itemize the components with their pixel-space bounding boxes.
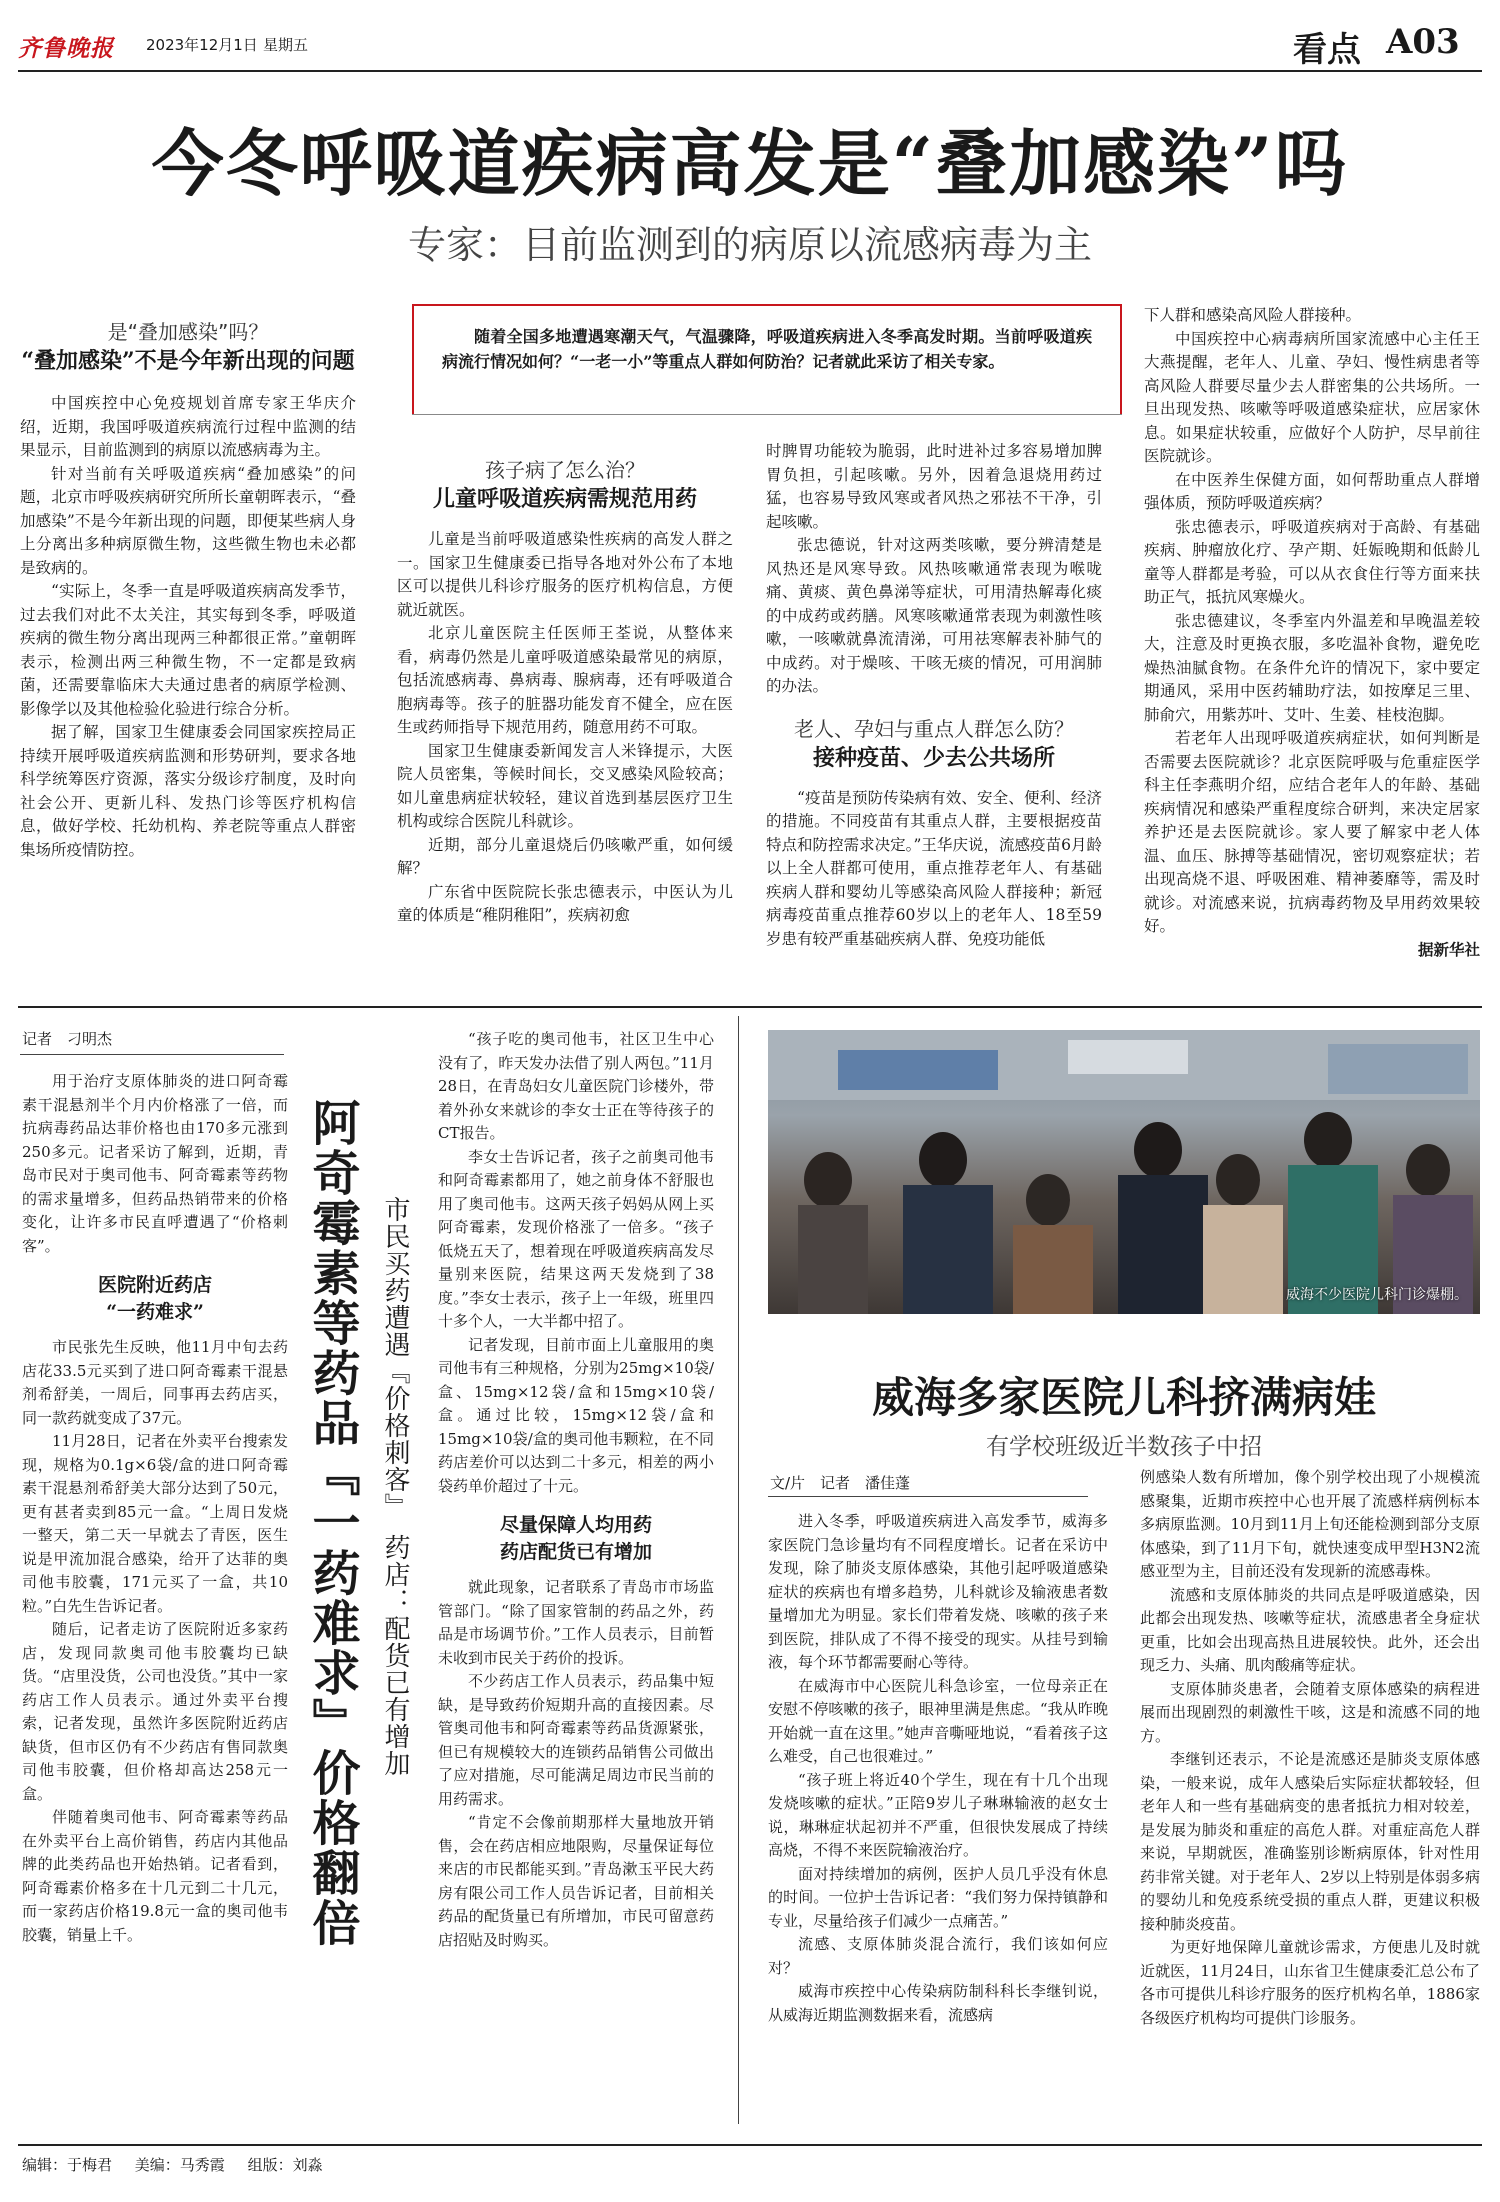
paragraph: 针对当前有关呼吸道疾病“叠加感染”的问题，北京市呼吸疾病研究所所长童朝晖表示，“叠加感染”不是今年新出现的问题，即便某些病人身上分离出多种病原微生物，这些微生物也未必都是致病的。 [20,464,356,577]
section-question: 是“叠加感染”吗？ [107,320,269,344]
paragraph: 就此现象，记者联系了青岛市市场监管部门。“除了国家管制的药品之外，药品是市场调节价。”工作人员表示，目前暂未收到市民关于药价的投诉。 [438,1578,714,1667]
footer-layout: 组版：刘淼 [247,2156,323,2174]
section-name: 看点 [1293,30,1361,70]
section-question: 孩子病了怎么治？ [485,458,645,482]
paragraph: 11月28日，记者在外卖平台搜索发现，规格为0.1g×6袋/盒的进口阿奇霉素干混悬剂希舒美大部分达到了50元，更有甚者卖到85元一盒。“上周日发烧一整天，第二天一早就去了青医，医生说是甲流加混合感染，给开了达菲的奥司他韦胶囊，171元买了一盒，共10粒。”白先生告诉记者。 [22,1432,288,1615]
section-heading: “叠加感染”不是今年新出现的问题 [21,348,355,374]
paragraph: “疫苗是预防传染病有效、安全、便利、经济的措施。不同疫苗有其重点人群，主要根据疫苗特点和防控需求决定。”王华庆说，流感疫苗6月龄以上全人群都可使用，重点推荐老年人、有基础疾病人群和婴幼儿等感染高风险人群接种；新冠病毒疫苗重点推荐60岁以上的老年人、18至59岁患有较严重基础疾病人群、免疫功能低 [766,788,1102,948]
paragraph: “孩子班上将近40个学生，现在有十几个出现发烧咳嗽的症状。”正陪9岁儿子琳琳输液的赵女士说，琳琳症状起初并不严重，但很快发展成了持续高烧，不得不来医院输液治疗。 [768,1770,1108,1859]
intro-box [412,304,1122,414]
paragraph: 国家卫生健康委新闻发言人米锋提示，大医院人员密集，等候时间长，交叉感染风险较高；如儿童患病症状较轻，建议首选到基层医疗卫生机构或综合医院儿科就诊。 [397,741,733,830]
masthead [18,18,1482,68]
article2-column-2 [438,1028,714,1952]
paragraph: 北京儿童医院主任医师王荃说，从整体来看，病毒仍然是儿童呼吸道感染最常见的病原，包括流感病毒、鼻病毒、腺病毒，还有呼吸道合胞病毒等。孩子的脏器功能发育不健全，应在医生或药师指导下规范用药，随意用药不可取。 [397,624,733,736]
paragraph: 伴随着奥司他韦、阿奇霉素等药品在外卖平台上高价销售，药店内其他品牌的此类药品也开始热销。记者看到，阿奇霉素价格多在十几元到二十几元，而一家药店价格19.8元一盒的奥司他韦胶囊，销量上千。 [22,1808,288,1944]
issue-weekday: 星期五 [263,36,309,54]
paragraph: 儿童是当前呼吸道感染性疾病的高发人群之一。国家卫生健康委已指导各地对外公布了本地区可以提供儿科诊疗服务的医疗机构信息，方便就近就医。 [397,530,733,619]
paragraph: 流感、支原体肺炎混合流行，我们该如何应对？ [768,1935,1108,1977]
article3-headline: 威海多家医院儿科挤满病娃 [871,1373,1376,1422]
hospital-photo [768,1030,1480,1314]
article3-byline: 文/片 记者 潘佳蓬 [770,1474,911,1492]
byline-rule [768,1496,1088,1497]
article2-byline: 记者 刁明杰 [22,1030,113,1048]
paragraph: 支原体肺炎患者，会随着支原体感染的病程进展而出现剧烈的刺激性干咳，这是和流感不同的地方。 [1140,1679,1480,1745]
article2-headline: 阿奇霉素等药品『一药难求』价格翻倍 [304,1098,360,1948]
paragraph: 张忠德建议，冬季室内外温差和早晚温差较大，注意及时更换衣服，多吃温补食物，避免吃燥热油腻食物。在条件允许的情况下，家中要定期通风，采用中医药辅助疗法，如按摩足三里、肺俞穴，用紫苏叶、艾叶、生姜、桂枝泡脚。 [1144,611,1480,724]
paragraph: 威海市疾控中心传染病防制科科长李继钊说，从威海近期监测数据来看，流感病 [768,1982,1108,2024]
paragraph: 市民张先生反映，他11月中旬去药店花33.5元买到了进口阿奇霉素干混悬剂希舒美，一周后，同事再去药店买，同一款药就变成了37元。 [22,1338,288,1427]
paragraph: 面对持续增加的病例，医护人员几乎没有休息的时间。一位护士告诉记者：“我们努力保持镇静和专业，尽量给孩子们减少一点痛苦。” [768,1864,1108,1930]
masthead-rule [18,70,1482,72]
paragraph: 中国疾控中心免疫规划首席专家王华庆介绍，近期，我国呼吸道疾病流行过程中监测的结果显示，目前监测到的病原以流感病毒为主。 [20,394,356,459]
paragraph: “孩子吃的奥司他韦，社区卫生中心没有了，昨天发办法借了别人两包。”11月28日，在青岛妇女儿童医院门诊楼外，带着外孙女来就诊的李女士正在等待孩子的CT报告。 [438,1030,714,1142]
photo-caption: 威海不少医院儿科门诊爆棚。 [1286,1287,1468,1303]
paragraph: 广东省中医院院长张忠德表示，中医认为儿童的体质是“稚阴稚阳”，疾病初愈 [397,882,733,924]
paragraph: 近期，部分儿童退烧后仍咳嗽严重，如何缓解？ [397,835,733,877]
intro-box-rule [412,414,1122,415]
intro-text: 随着全国多地遭遇寒潮天气，气温骤降，呼吸道疾病进入冬季高发时期。当前呼吸道疾病流行情况如何？“一老一小”等重点人群如何防治？记者就此采访了相关专家。 [442,327,1092,371]
footer-editor: 编辑：于梅君 [22,2156,113,2174]
article2-subheadline: 市民买药遭遇『价格刺客』 药店：配货已有增加 [380,1196,410,1777]
article1-column-3 [766,440,1102,951]
paragraph: 张忠德说，针对这两类咳嗽，要分辨清楚是风热还是风寒导致。风热咳嗽通常表现为喉咙痛、黄痰、黄色鼻涕等症状，可用清热解毒化痰的中成药或药膳。风寒咳嗽通常表现为刺激性咳嗽，一咳嗽就鼻流清涕，可用祛寒解表补肺气的中成药。对于燥咳、干咳无痰的情况，可用润肺的办法。 [766,536,1102,695]
paragraph: 李女士告诉记者，孩子之前奥司他韦和阿奇霉素都用了，她之前身体不舒服也用了奥司他韦。这两天孩子妈妈从网上买阿奇霉素，发现价格涨了一倍多。“孩子低烧五天了，想着现在呼吸道疾病高发尽量别来医院，结果这两天发烧到了38度。”李女士表示，孩子上一年级，班里四十多个人，一大半都中招了。 [438,1147,714,1330]
article2-column-1 [22,1070,288,1947]
issue-date: 2023年12月1日 [146,36,258,54]
section-question: 老人、孕妇与重点人群怎么防？ [794,716,1074,741]
newspaper-logo: 齐鲁晚报 [18,35,114,62]
byline-rule [20,1054,284,1055]
section-heading: 尽量保障人均用药 药店配货已有增加 [499,1514,652,1563]
paragraph: 流感和支原体肺炎的共同点是呼吸道感染，因此都会出现发热、咳嗽等症状，流感患者全身症状更重，比如会出现高热且进展较快。此外，还会出现乏力、头痛、肌肉酸痛等症状。 [1140,1585,1480,1674]
paragraph: 李继钊还表示，不论是流感还是肺炎支原体感染，一般来说，成年人感染后实际症状都较轻，但老年人和一些有基础病变的患者抵抗力相对较差，是发展为肺炎和重症的高危人群。对重症高危人群来说，早期就医，准确鉴别诊断病原体，针对性用药非常关键。对于老年人、2岁以上特别是体弱多病的婴幼儿和免疫系统受损的重点人群，更建议积极接种肺炎疫苗。 [1140,1750,1480,1933]
article1-column-2 [397,456,733,928]
article-divider [738,1016,739,2124]
photo-crowd-illustration [768,1030,1480,1314]
article1-column-1 [20,318,356,862]
section-heading: 接种疫苗、少去公共场所 [812,744,1055,771]
page-number: A03 [1386,22,1460,62]
paragraph: 进入冬季，呼吸道疾病进入高发季节，威海多家医院门急诊量均有不同程度增长。记者在采访中发现，除了肺炎支原体感染，其他引起呼吸道感染症状的疾病也有增多趋势，儿科就诊及输液患者数量增加尤为明显。家长们带着发烧、咳嗽的孩子来到医院，排队成了不得不接受的现实。从挂号到输液，每个环节都需要耐心等待。 [768,1512,1108,1671]
paragraph: “实际上，冬季一直是呼吸道疾病高发季节，过去我们对此不太关注，其实每到冬季，呼吸道疾病的微生物分离出现两三种都很正常。”童朝晖表示，检测出两三种微生物，不一定都是致病菌，还需要靠临床大夫通过患者的病原学检测、影像学以及其他检验化验进行综合分析。 [20,582,356,718]
paragraph: 例感染人数有所增加，像个别学校出现了小规模流感聚集，近期市疾控中心也开展了流感样病例标本多病原监测。10月到11月上旬还能检测到部分支原体感染，到了11月下旬，就快速变成甲型H3N2流感亚型为主，目前还没有发现新的流感毒株。 [1140,1468,1480,1580]
paragraph: 不少药店工作人员表示，药品集中短缺，是导致药价短期升高的直接因素。尽管奥司他韦和阿奇霉素等药品货源紧张，但已有规模较大的连锁药品销售公司做出了应对措施，尽可能满足周边市民当前的用药需求。 [438,1672,714,1808]
article-source: 据新华社 [1417,940,1480,959]
paragraph: 据了解，国家卫生健康委会同国家疾控局正持续开展呼吸道疾病监测和形势研判，要求各地科学统筹医疗资源，落实分级诊疗制度，及时向社会公开、更新儿科、发热门诊等医疗机构信息，做好学校、托幼机构、养老院等重点人群密集场所疫情防控。 [20,723,356,859]
paragraph: 为更好地保障儿童就诊需求，方便患儿及时就近就医，11月24日，山东省卫生健康委汇总公布了各市可提供儿科诊疗服务的医疗机构名单，1886家各级医疗机构均可提供门诊服务。 [1140,1938,1480,2027]
footer-rule [18,2144,1482,2146]
paragraph: 在中医养生保健方面，如何帮助重点人群增强体质，预防呼吸道疾病？ [1144,470,1480,512]
paragraph: 下人群和感染高风险人群接种。 [1144,306,1362,324]
footer-art: 美编：马秀霞 [134,2156,225,2174]
article3-subheadline: 有学校班级近半数孩子中招 [986,1434,1262,1460]
paragraph: 时脾胃功能较为脆弱，此时进补过多容易增加脾胃负担，引起咳嗽。另外，因着急退烧用药过猛，也容易导致风寒或者风热之邪祛不干净，引起咳嗽。 [766,442,1102,531]
article1-column-4 [1144,304,1480,962]
paragraph: 若老年人出现呼吸道疾病症状，如何判断是否需要去医院就诊？北京医院呼吸与危重症医学科主任李燕明介绍，应结合老年人的年龄、基础疾病情况和感染严重程度综合研判，来决定居家养护还是去医院就诊。家人要了解家中老人体温、血压、脉搏等基础情况，密切观察症状；若出现高烧不退、呼吸困难、精神萎靡等，需及时就诊。对流感来说，抗病毒药物及早用药效果较好。 [1144,729,1480,935]
paragraph: 中国疾控中心病毒病所国家流感中心主任王大燕提醒，老年人、儿童、孕妇、慢性病患者等高风险人群要尽量少去人群密集的公共场所。一旦出现发热、咳嗽等呼吸道感染症状，应居家休息。如果症状较重，应做好个人防护，尽早前往医院就诊。 [1144,329,1480,465]
section-heading: 儿童呼吸道疾病需规范用药 [432,486,697,512]
article1-subheadline: 专家：目前监测到的病原以流感病毒为主 [407,223,1092,267]
paragraph: 在威海市中心医院儿科急诊室，一位母亲正在安慰不停咳嗽的孩子，眼神里满是焦虑。“我从昨晚开始就一直在这里。”她声音嘶哑地说，“看着孩子这么难受，自己也很难过。” [768,1676,1108,1765]
paragraph: 张忠德表示，呼吸道疾病对于高龄、有基础疾病、肿瘤放化疗、孕产期、妊娠晚期和低龄儿童等人群都是考验，可以从衣食住行等方面来扶助正气，抵抗风寒燥火。 [1144,517,1480,606]
article1-headline: 今冬呼吸道疾病高发是“叠加感染”吗 [151,121,1349,206]
section-heading: 医院附近药店 “一药难求” [97,1274,212,1323]
article3-column-1 [768,1510,1108,2027]
paragraph: 用于治疗支原体肺炎的进口阿奇霉素干混悬剂半个月内价格涨了一倍，而抗病毒药品达菲价格也由170多元涨到250多元。记者采访了解到，近期，青岛市民对于奥司他韦、阿奇霉素等药物的需求量增多，但药品热销带来的价格变化，让许多市民直呼遭遇了“价格刺客”。 [22,1072,288,1255]
section-divider [18,1006,1482,1008]
paragraph: 记者发现，目前市面上儿童服用的奥司他韦有三种规格，分别为25mg×10袋/盒、15mg×12袋/盒和15mg×10袋/盒。通过比较，15mg×12袋/盒和15mg×10袋/盒的奥司他韦颗粒，在不同药店差价可以达到二十多元，相差的两小袋药单价超过了十元。 [438,1335,714,1495]
paragraph: 随后，记者走访了医院附近多家药店，发现同款奥司他韦胶囊均已缺货。“店里没货，公司也没货。”其中一家药店工作人员表示。通过外卖平台搜索，记者发现，虽然许多医院附近药店缺货，但市区仍有不少药店有售同款奥司他韦胶囊，但价格却高达258元一盒。 [22,1620,288,1803]
footer [22,2154,323,2175]
paragraph: “肯定不会像前期那样大量地放开销售，会在药店相应地限购，尽量保证每位来店的市民都能买到。”青岛漱玉平民大药房有限公司工作人员告诉记者，目前相关药品的配货量已有所增加，市民可留意药店招贴及时购买。 [438,1813,714,1949]
article3-column-2 [1140,1466,1480,2030]
